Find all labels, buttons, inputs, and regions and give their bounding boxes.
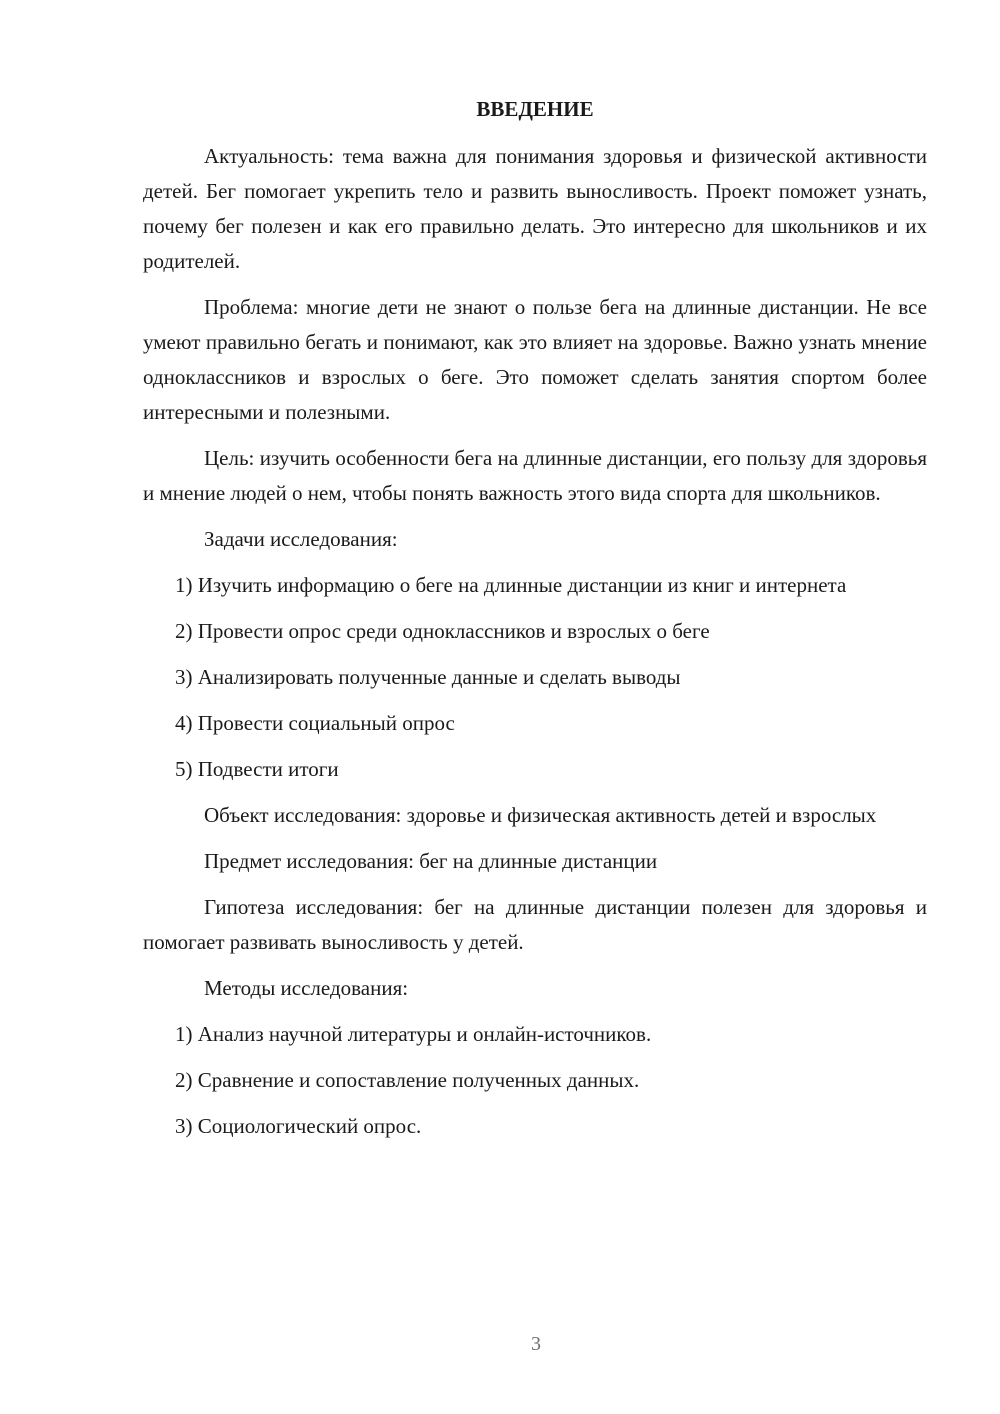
hypothesis-paragraph: Гипотеза исследования: бег на длинные дистанции полезен для здоровья и помогает развивать выносливость у детей. [143,895,927,954]
task-item: 1) Изучить информацию о беге на длинные дистанции из книг и интернета [175,573,847,597]
method-item: 3) Социологический опрос. [175,1114,422,1138]
goal-paragraph: Цель: изучить особенности бега на длинные дистанции, его пользу для здоровья и мнение людей о нем, чтобы понять важность этого вида спорта для школьников. [143,446,927,505]
subject-paragraph: Предмет исследования: бег на длинные дистанции [204,849,658,873]
task-item: 4) Провести социальный опрос [175,711,455,735]
document-page [143,92,927,1155]
method-item: 2) Сравнение и сопоставление полученных данных. [175,1068,640,1092]
page-number: 3 [531,1333,541,1355]
page-title: ВВЕДЕНИЕ [476,97,594,121]
problem-paragraph: Проблема: многие дети не знают о пользе бега на длинные дистанции. Не все умеют правильно бегать и понимают, как это влияет на здоровье. Важно узнать мнение одноклассников и взрослых о беге. Это поможет сделать занятия спортом более интересными и полезными. [143,295,927,424]
task-item: 2) Провести опрос среди одноклассников и взрослых о беге [175,619,710,643]
tasks-heading: Задачи исследования: [204,527,398,551]
method-item: 1) Анализ научной литературы и онлайн-источников. [175,1022,652,1046]
methods-heading: Методы исследования: [204,976,409,1000]
task-item: 5) Подвести итоги [175,757,339,781]
relevance-paragraph: Актуальность: тема важна для понимания здоровья и физической активности детей. Бег помогает укрепить тело и развить выносливость. Проект поможет узнать, почему бег полезен и как его правильно делать. Это интересно для школьников и их родителей. [143,144,927,273]
task-item: 3) Анализировать полученные данные и сделать выводы [175,665,681,689]
object-paragraph: Объект исследования: здоровье и физическая активность детей и взрослых [204,803,877,827]
